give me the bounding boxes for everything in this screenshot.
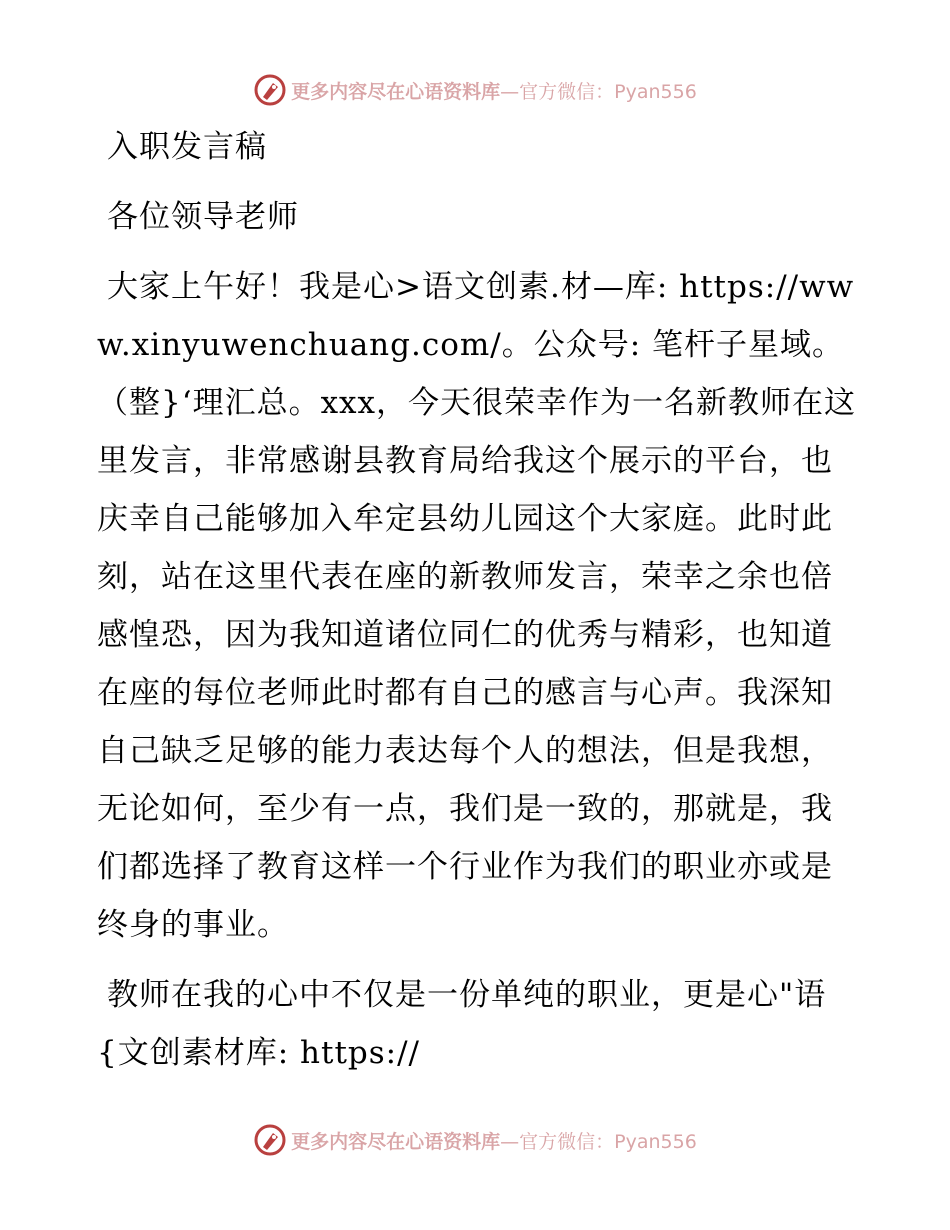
header-watermark-sub: —官方微信：Pyan556 — [500, 80, 697, 103]
document-body — [97, 118, 857, 1082]
footer-watermark — [0, 1120, 950, 1160]
footer-watermark-main: 更多内容尽在心语资料库 — [291, 1130, 501, 1153]
pen-nib-logo-icon — [253, 1123, 287, 1157]
header-watermark-main: 更多内容尽在心语资料库 — [291, 80, 501, 103]
salutation: 各位领导老师 — [107, 199, 299, 235]
paragraph-1: 大家上午好！我是心>语文创素.材—库: https://www.xinyuwenchuang.com/。公众号: 笔杆子星域。（整}‘理汇总。xxx，今天很荣幸作为一名新教师在这里发言，非常感谢县教育局给我这个展示的平台，也庆幸自己能够加入牟定县幼儿园这个大家庭。此时此刻，站在这里代表在座的新教师发言，荣幸之余也倍感惶恐，因为我知道诸位同仁的优秀与精彩，也知道在座的每位老师此时都有自己的感言与心声。我深知自己缺乏足够的能力表达每个人的想法，但是我想，无论如何，至少有一点，我们是一致的，那就是，我们都选择了教育这样一个行业作为我们的职业亦或是终身的事业。 — [97, 269, 857, 943]
footer-watermark-sub: —官方微信：Pyan556 — [500, 1130, 697, 1153]
header-watermark — [0, 70, 950, 110]
paragraph-2: 教师在我的心中不仅是一份单纯的职业，更是心"语{文创素材库: https:// — [97, 977, 827, 1071]
document-title: 入职发言稿 — [107, 129, 267, 165]
pen-nib-logo-icon — [253, 73, 287, 107]
